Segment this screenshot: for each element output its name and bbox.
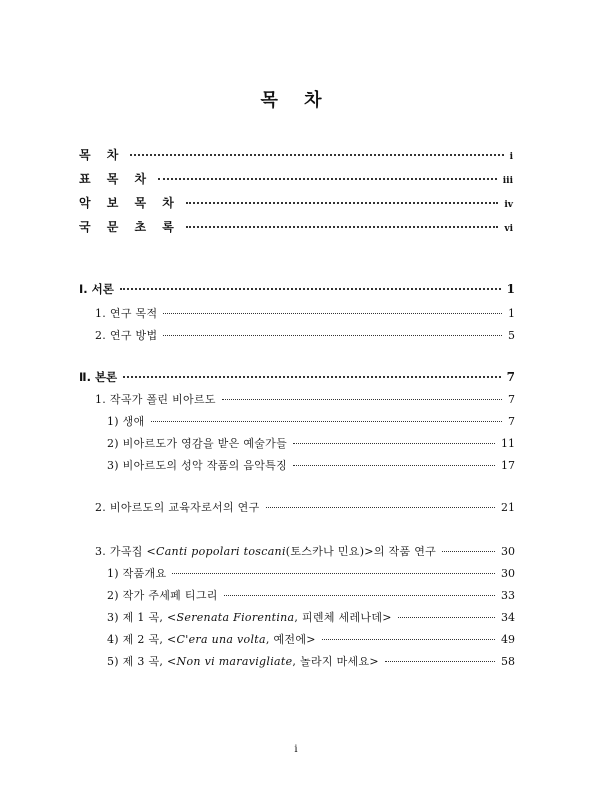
italic-title: Non vi maravigliate (176, 655, 293, 668)
dot-leader (151, 421, 502, 422)
toc-section (95, 499, 515, 515)
toc-chapter-page: 7 (506, 370, 515, 384)
toc-subsection-label: 1) 생애 (107, 415, 145, 428)
label-prefix: 5) 제 3 곡, < (107, 655, 177, 668)
dot-leader (322, 639, 495, 640)
toc-section-page: 21 (501, 501, 515, 514)
toc-section (95, 327, 515, 343)
toc-subsection-label: 1) 작품개요 (107, 567, 167, 580)
toc-subsection (107, 609, 515, 625)
dot-leader (120, 288, 501, 290)
dot-leader (163, 313, 502, 314)
page-title: 목 차 (260, 90, 332, 111)
toc-section-label: 2. 비아르도의 교육자로서의 연구 (95, 501, 260, 514)
toc-entry-page: iii (502, 176, 513, 186)
toc-subsection-label: 3) 비아르도의 성악 작품의 음악특징 (107, 459, 288, 472)
toc-subsection (107, 631, 515, 647)
label-prefix: 3. 가곡집 < (95, 545, 156, 558)
label-suffix: , 놀라지 마세요> (292, 655, 379, 668)
toc-chapter (79, 369, 515, 385)
toc-subsection (107, 653, 515, 669)
toc-subsection (107, 435, 515, 451)
toc-subsection-label (107, 653, 379, 669)
dot-leader (130, 154, 503, 156)
dot-leader (266, 507, 495, 508)
label-suffix: , 피렌체 세레나데> (294, 611, 392, 624)
toc-section-label: 1. 작곡가 폴린 비아르도 (95, 393, 216, 406)
toc-subsection-label (107, 631, 316, 647)
toc-section-page: 1 (508, 307, 515, 320)
italic-title: Serenata Fiorentina (176, 611, 295, 624)
page-number: i (294, 744, 298, 755)
dot-leader (163, 335, 502, 336)
toc-entry-front (79, 194, 513, 211)
dot-leader (224, 595, 495, 596)
toc-section (95, 543, 515, 559)
dot-leader (293, 443, 495, 444)
toc-subsection-page: 34 (501, 611, 515, 624)
toc-chapter-page: 1 (506, 282, 515, 296)
toc-section-page: 5 (508, 329, 515, 342)
dot-leader (398, 617, 495, 618)
toc-subsection-page: 30 (501, 567, 515, 580)
toc-section (95, 305, 515, 321)
label-suffix: , 예전에> (265, 633, 316, 646)
toc-subsection-page: 7 (508, 415, 515, 428)
toc-entry-front (79, 218, 513, 235)
toc-subsection-page: 49 (501, 633, 515, 646)
toc-subsection (107, 565, 515, 581)
toc-subsection (107, 587, 515, 603)
dot-leader (222, 399, 502, 400)
toc-chapter-label: Ⅱ. 본론 (79, 370, 118, 384)
toc-subsection-page: 17 (501, 459, 515, 472)
toc-chapter-label: Ⅰ. 서론 (79, 282, 114, 296)
toc-subsection (107, 413, 515, 429)
toc-subsection-label: 2) 작가 주세페 티그리 (107, 589, 218, 602)
toc-subsection-page: 11 (501, 437, 515, 450)
toc-entry-page: i (509, 152, 513, 162)
toc-entry-label: 국 문 초 록 (79, 220, 180, 234)
dot-leader (293, 465, 495, 466)
dot-leader (186, 226, 498, 228)
toc-entry-label: 악 보 목 차 (79, 196, 180, 210)
label-prefix: 4) 제 2 곡, < (107, 633, 177, 646)
dot-leader (385, 661, 495, 662)
toc-subsection-page: 33 (501, 589, 515, 602)
toc-entry-page: vi (504, 224, 513, 234)
italic-title: C'era una volta (176, 633, 266, 646)
toc-section-label (95, 543, 436, 559)
toc-section-label: 1. 연구 목적 (95, 307, 158, 320)
dot-leader (172, 573, 495, 574)
toc-section-page: 30 (501, 545, 515, 558)
toc-subsection-label (107, 609, 392, 625)
toc-entry-label: 목 차 (79, 148, 125, 162)
dot-leader (186, 202, 498, 204)
toc-chapter (79, 281, 515, 297)
toc-subsection-label: 2) 비아르도가 영감을 받은 예술가들 (107, 437, 288, 450)
dot-leader (158, 178, 497, 180)
label-suffix: (토스카나 민요)>의 작품 연구 (285, 545, 437, 558)
toc-subsection-page: 58 (501, 655, 515, 668)
dot-leader (442, 551, 495, 552)
toc-subsection (107, 457, 515, 473)
toc-entry-front (79, 170, 513, 187)
italic-title: Canti popolari toscani (155, 545, 286, 558)
toc-section-page: 7 (508, 393, 515, 406)
toc-section-label: 2. 연구 방법 (95, 329, 158, 342)
toc-entry-front (79, 146, 513, 163)
toc-entry-page: iv (504, 200, 513, 210)
toc-section (95, 391, 515, 407)
toc-entry-label: 표 목 차 (79, 172, 153, 186)
dot-leader (123, 376, 500, 378)
label-prefix: 3) 제 1 곡, < (107, 611, 177, 624)
